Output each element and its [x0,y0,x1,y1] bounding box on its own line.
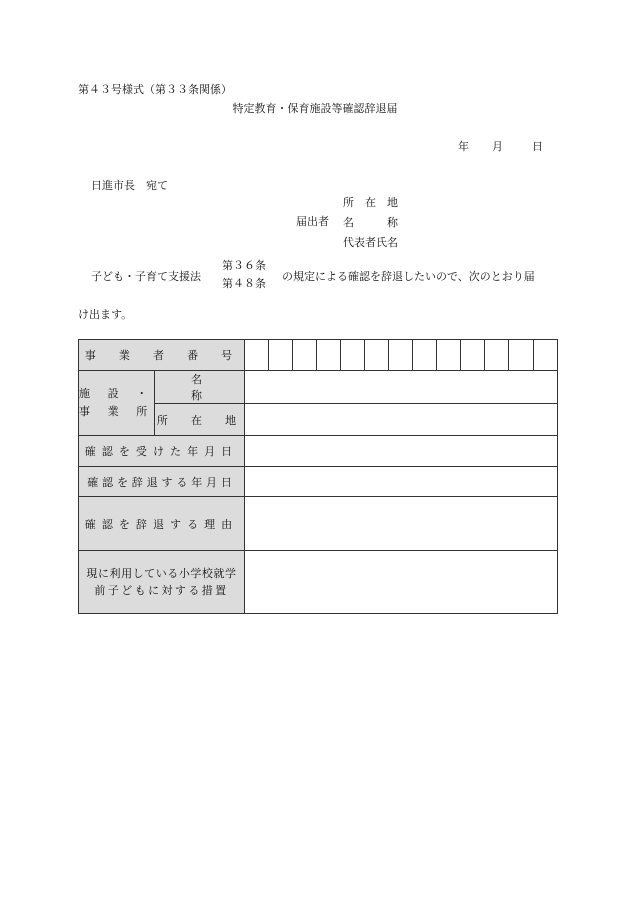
business-number-digit-box[interactable] [317,340,341,371]
business-number-row [79,340,558,371]
confirm-date-label: 確認を受けた年月日 [79,436,245,467]
measures-row [79,551,558,614]
facility-name-label: 名 称 [155,371,245,404]
body-text: の規定による確認を辞退したいので、次のとおり届 [282,270,535,283]
withdraw-date-field[interactable] [245,467,558,497]
business-number-digit-box[interactable] [365,340,389,371]
document-title: 特定教育・保育施設等確認辞退届 [232,102,398,115]
facility-label [79,371,155,436]
body-text-continued: け出ます。 [78,308,133,321]
reason-row [79,497,558,551]
withdraw-date-label: 確認を辞退する年月日 [79,467,245,497]
facility-address-field[interactable] [245,404,558,436]
business-number-digit-box[interactable] [413,340,437,371]
notifier-fields [343,193,398,253]
business-number-digit-box[interactable] [245,340,269,371]
notifier-address-label: 所 在 地 [343,196,398,209]
confirm-date-field[interactable] [245,436,558,467]
date-year-label: 年 [458,140,469,153]
reason-label: 確認を辞退する理由 [79,497,245,551]
business-number-digit-box[interactable] [461,340,485,371]
facility-label-line-1: 施 設 ・ [79,387,151,400]
article-choices [222,257,266,293]
article-48: 第４８条 [222,277,266,290]
business-number-digit-box[interactable] [437,340,461,371]
facility-address-label: 所 在 地 [155,404,245,436]
facility-name-row [79,371,558,404]
business-number-digit-box[interactable] [509,340,534,371]
business-number-digit-box[interactable] [269,340,293,371]
measures-field[interactable] [245,551,558,614]
business-number-digit-box[interactable] [389,340,413,371]
addressee: 日進市長 宛て [91,179,168,192]
notifier-representative-label: 代表者氏名 [343,236,398,249]
business-number-digit-box[interactable] [485,340,509,371]
notifier-name-label: 名 称 [343,216,398,229]
facility-label-line-2: 事 業 所 [79,405,151,418]
form-number: 第４３号様式（第３３条関係） [78,83,232,96]
law-name: 子ども・子育て支援法 [91,270,201,283]
date-line [458,138,543,154]
notifier-label: 届出者 [296,215,329,228]
article-36: 第３６条 [222,259,266,272]
measures-label [79,551,245,614]
withdrawal-form-table [78,339,558,614]
business-number-digit-box[interactable] [293,340,317,371]
business-number-digit-box[interactable] [341,340,365,371]
facility-name-field[interactable] [245,371,558,404]
withdraw-date-row [79,467,558,497]
business-number-label: 事 業 者 番 号 [79,340,245,371]
measures-label-line-2: 前子どもに対する措置 [94,584,229,597]
date-day-label: 日 [532,140,543,153]
measures-label-line-1: 現に利用している小学校就学 [86,567,237,580]
confirm-date-row [79,436,558,467]
reason-field[interactable] [245,497,558,551]
business-number-digit-box[interactable] [534,340,558,371]
date-month-label: 月 [492,140,503,153]
